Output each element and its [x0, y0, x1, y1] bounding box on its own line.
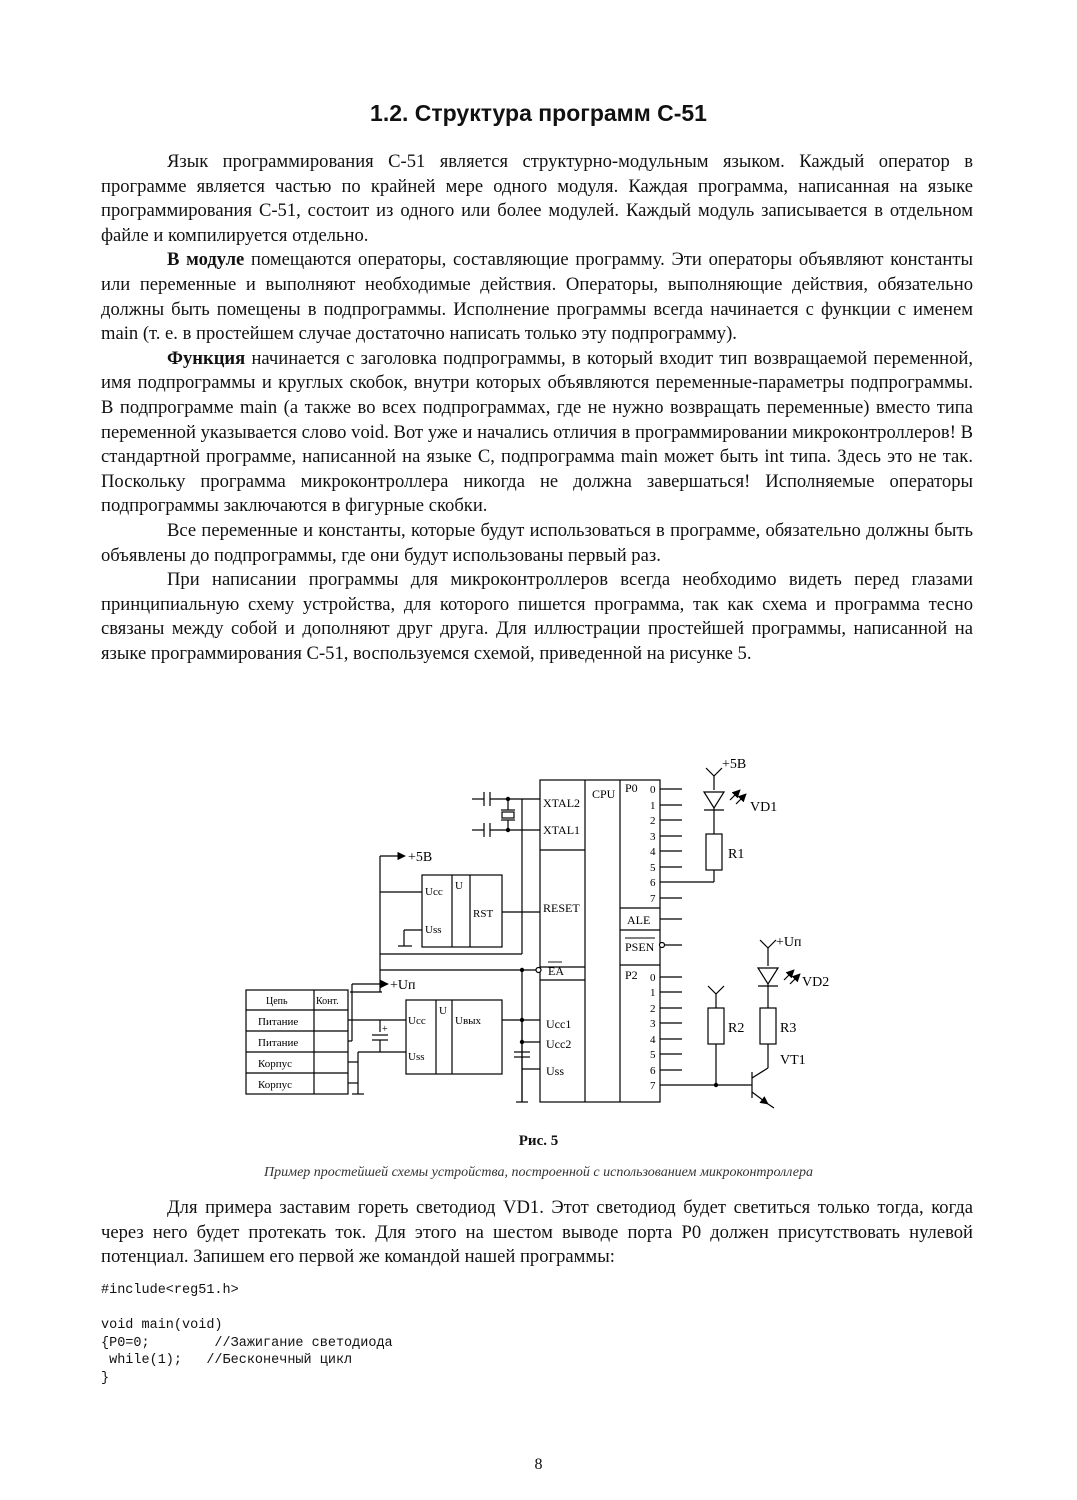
page-number: 8 [534, 1456, 543, 1473]
label-p2: P2 [625, 968, 638, 982]
label-r3: R3 [780, 1021, 797, 1036]
code-listing: #include<reg51.h> void main(void) {P0=0; //Зажигание светодиода while(1); //Бесконечный цикл } [101, 1283, 393, 1386]
p0-pin-3: 3 [650, 831, 656, 843]
label-cpu: CPU [592, 787, 616, 801]
p0-pin-4: 4 [650, 846, 656, 858]
regulator-u: U [439, 1005, 447, 1017]
voltage-regulator [406, 1000, 540, 1102]
body-text-bottom [101, 1196, 973, 1270]
connector-row-4: Корпус [258, 1079, 293, 1091]
paragraph-3: Функция начинается с заголовка подпрограммы, в который входит тип возвращаемой переменной, имя подпрограммы и круглых скобок, внутри которых объявляются переменные-параметры подпрограммы. В подпрограмме main (а также во всех подпрограммах, где не нужно возвращать переменные) вместо типа переменной указывается слово void. Вот уже и начались отличия в программировании микроконтроллеров! В стандартной программе, написанной на языке С, подпрограмма main может быть int типа. Здесь это не так. Поскольку программа микроконтроллера никогда не должна завершаться! Исполняемые операторы подпрограммы заключаются в фигурные скобки. [101, 347, 973, 517]
figure-label: Рис. 5 [518, 1133, 559, 1149]
p2-pin-7: 7 [650, 1080, 656, 1092]
p2-pin-2: 2 [650, 1003, 656, 1015]
label-vd2: VD2 [802, 975, 830, 990]
label-p0: P0 [625, 781, 638, 795]
label-vd1: VD1 [750, 800, 778, 815]
p0-pin-7: 7 [650, 893, 656, 905]
p2-pin-3: 3 [650, 1018, 656, 1030]
label-r2: R2 [728, 1021, 745, 1036]
paragraph-4: Все переменные и константы, которые будут использоваться в программе, обязательно должны быть объявлены до подпрограммы, где они будут использованы первый раз. [101, 519, 973, 566]
p2-pin-0: 0 [650, 972, 656, 984]
label-plus5v-supervisor: +5В [408, 850, 433, 865]
label-psen: PSEN [625, 940, 655, 954]
paragraph-5: При написании программы для микроконтроллеров всегда необходимо видеть перед глазами принципиальную схему устройства, для которого пишется программа, так как схема и программа тесно связаны между собой и дополняют друг друга. Для иллюстрации простейшей программы, написанной на языке программирования С-51, воспользуемся схемой, приведенной на рисунке 5. [101, 569, 973, 664]
paragraph-6: Для примера заставим гореть светодиод VD1. Этот светодиод будет светиться только тогда, когда через него будет протекать ток. Для этого на шестом выводе порта Р0 должен присутствовать нулевой потенциал. Запишем его первой же командой нашей программы: [101, 1197, 973, 1268]
connector-row-3: Корпус [258, 1058, 293, 1070]
connector-header-contact: Конт. [316, 996, 339, 1007]
regulator-ucc: Ucc [408, 1015, 426, 1027]
p0-pin-2: 2 [650, 815, 656, 827]
supervisor-rst: RST [473, 908, 494, 920]
label-ucc2: Ucc2 [546, 1037, 572, 1051]
capacitor-plus: + [382, 1024, 388, 1035]
circuit-schematic [240, 752, 880, 1114]
connector-row-1: Питание [258, 1016, 299, 1028]
figure-caption: Пример простейшей схемы устройства, построенной с использованием микроконтроллера [264, 1165, 813, 1180]
supervisor-u: U [455, 880, 463, 892]
body-text-top [101, 150, 973, 666]
label-vt1: VT1 [780, 1053, 806, 1068]
paragraph-1: Язык программирования С-51 является структурно-модульным языком. Каждый оператор в программе является частью по крайней мере одного модуля. Каждая программа, написанная на языке программирования С-51, состоит из одного или более модулей. Каждый модуль записывается в отдельном файле и компилируется отдельно. [101, 151, 973, 246]
section-title: 1.2. Структура программ С-51 [370, 100, 707, 126]
p0-pin-1: 1 [650, 800, 656, 812]
regulator-uss: Uss [408, 1051, 425, 1063]
label-up-connector: +Uп [390, 978, 416, 993]
p2-pin-5: 5 [650, 1049, 656, 1061]
supervisor-chip [380, 799, 540, 954]
connector-header-net: Цепь [266, 996, 288, 1007]
label-xtal1: XTAL1 [543, 823, 581, 837]
p0-pin-5: 5 [650, 862, 656, 874]
p2-pin-6: 6 [650, 1065, 656, 1077]
label-plus5v-vd1: +5В [722, 757, 747, 772]
led-vd1-circuit [704, 757, 777, 882]
label-ucc1: Ucc1 [546, 1017, 572, 1031]
connector-row-2: Питание [258, 1037, 299, 1049]
circuit-figure [240, 752, 880, 1114]
label-reset: RESET [543, 901, 580, 915]
led-vd2-circuit [708, 935, 829, 1108]
label-uss-mcu: Uss [546, 1064, 565, 1078]
label-r1: R1 [728, 847, 745, 862]
p0-pin-0: 0 [650, 784, 656, 796]
p2-pin-1: 1 [650, 987, 656, 999]
supervisor-ucc: Ucc [425, 886, 443, 898]
connector-table [246, 984, 406, 1094]
paragraph-2: В модуле помещаются операторы, составляющие программу. Эти операторы объявляют константы или переменные и выполняют необходимые действия. Операторы, выполняющие действия, обязательно должны быть помещены в подпрограммы. Исполнение программы всегда начинается с функции с именем main (т. е. в простейшем случае достаточно написать только эту подпрограмму). [101, 249, 974, 345]
label-ale: ALE [627, 913, 651, 927]
label-ea: EA [548, 964, 564, 978]
regulator-uout: Uвых [455, 1015, 482, 1027]
supervisor-uss: Uss [425, 924, 442, 936]
crystal-circuit [472, 792, 540, 837]
label-xtal2: XTAL2 [543, 796, 581, 810]
p2-pin-4: 4 [650, 1034, 656, 1046]
label-up-vd2: +Uп [776, 935, 802, 950]
p0-pin-6: 6 [650, 877, 656, 889]
